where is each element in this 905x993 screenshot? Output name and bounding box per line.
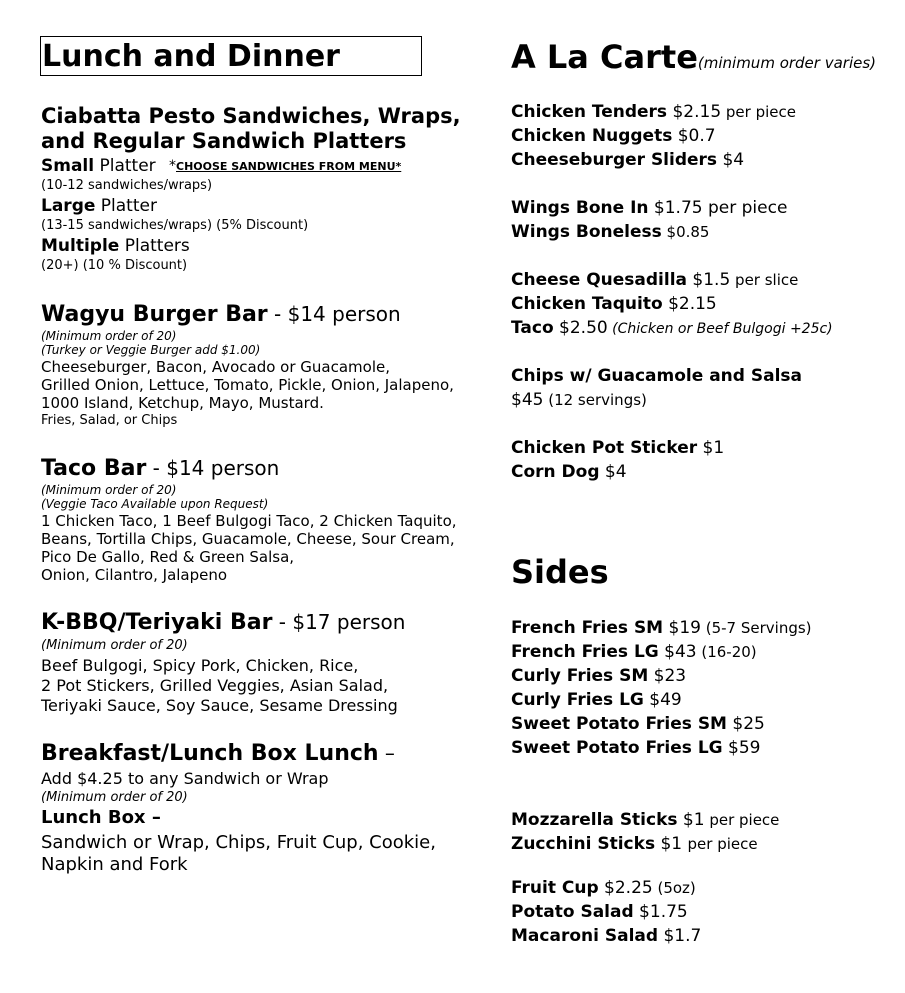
- item-wings-bone-in: [511, 196, 787, 220]
- taco-note-2: (Veggie Taco Available upon Request): [41, 497, 269, 511]
- box-line-3: Napkin and Fork: [41, 854, 188, 875]
- small-platter-line: [41, 156, 156, 176]
- ciabatta-heading-line1: Ciabatta Pesto Sandwiches, Wraps,: [41, 104, 461, 128]
- large-platter-desc: (13-15 sandwiches/wraps) (5% Discount): [41, 218, 309, 233]
- item-curly-fries-lg: [511, 688, 682, 712]
- small-platter-desc: (10-12 sandwiches/wraps): [41, 178, 213, 193]
- item-wings-boneless: [511, 220, 709, 244]
- large-platter-line: [41, 196, 157, 216]
- mozzarella-sticks-price: $1: [677, 810, 705, 830]
- chicken-nuggets-name: Chicken Nuggets: [511, 126, 673, 146]
- sweet-potato-fries-sm-price: $25: [726, 714, 765, 734]
- multiple-platter-line: [41, 236, 190, 256]
- wings-boneless-name: Wings Boneless: [511, 222, 662, 242]
- curly-fries-sm-price: $23: [648, 666, 687, 686]
- box-line-2: Sandwich or Wrap, Chips, Fruit Cup, Cookie,: [41, 832, 436, 853]
- kbbq-price: - $17 person: [272, 610, 406, 634]
- wagyu-note-1: (Minimum order of 20): [41, 329, 177, 343]
- item-sweet-potato-fries-sm: [511, 712, 765, 736]
- potato-salad-price: $1.75: [633, 902, 688, 922]
- french-fries-lg-note: (16-20): [696, 643, 757, 661]
- multiple-label: Multiple: [41, 236, 120, 256]
- sweet-potato-fries-lg-name: Sweet Potato Fries LG: [511, 738, 723, 758]
- french-fries-sm-price: $19: [663, 618, 701, 638]
- item-french-fries-lg: [511, 640, 757, 664]
- a-la-carte-title: A La Carte: [511, 38, 698, 76]
- item-taco: [511, 316, 833, 341]
- item-cheeseburger-sliders: [511, 148, 744, 172]
- chips-guacamole-price-line: [511, 388, 647, 412]
- wings-bone-in-price: $1.75 per piece: [648, 198, 788, 218]
- item-chicken-pot-sticker: [511, 436, 724, 460]
- multiple-platter-desc: (20+) (10 % Discount): [41, 258, 188, 273]
- fruit-cup-name: Fruit Cup: [511, 878, 599, 898]
- potato-salad-name: Potato Salad: [511, 902, 634, 922]
- french-fries-sm-note: (5-7 Servings): [700, 619, 812, 637]
- item-chicken-taquito: [511, 292, 717, 316]
- item-zucchini-sticks: [511, 832, 758, 856]
- curly-fries-sm-name: Curly Fries SM: [511, 666, 649, 686]
- kbbq-heading: [41, 610, 405, 635]
- french-fries-sm-name: French Fries SM: [511, 618, 664, 638]
- taco-name: Taco: [511, 318, 554, 338]
- item-potato-salad: [511, 900, 688, 924]
- choose-note-text: CHOOSE SANDWICHES FROM MENU*: [176, 160, 402, 173]
- kbbq-line-1: Beef Bulgogi, Spicy Pork, Chicken, Rice,: [41, 656, 359, 675]
- item-chicken-tenders: [511, 100, 796, 124]
- mozzarella-sticks-unit: per piece: [704, 811, 780, 829]
- kbbq-name: K-BBQ/Teriyaki Bar: [41, 610, 273, 635]
- item-mozzarella-sticks: [511, 808, 779, 832]
- corn-dog-price: $4: [599, 462, 627, 482]
- lunch-box-label: Lunch Box –: [41, 807, 161, 828]
- kbbq-line-2: 2 Pot Stickers, Grilled Veggies, Asian Salad,: [41, 676, 389, 695]
- large-platter-text: Platter: [95, 196, 157, 216]
- zucchini-sticks-name: Zucchini Sticks: [511, 834, 656, 854]
- kbbq-note-1: (Minimum order of 20): [41, 638, 188, 653]
- sides-title: Sides: [511, 553, 609, 591]
- box-lunch-name: Breakfast/Lunch Box Lunch: [41, 741, 379, 766]
- cheeseburger-sliders-name: Cheeseburger Sliders: [511, 150, 718, 170]
- taco-bar-name: Taco Bar: [41, 456, 147, 481]
- zucchini-sticks-unit: per piece: [687, 835, 758, 853]
- curly-fries-lg-name: Curly Fries LG: [511, 690, 644, 710]
- chicken-nuggets-price: $0.7: [672, 126, 716, 146]
- wagyu-price: - $14 person: [267, 302, 401, 326]
- wings-bone-in-name: Wings Bone In: [511, 198, 649, 218]
- zucchini-sticks-price: $1: [655, 834, 688, 854]
- sweet-potato-fries-sm-name: Sweet Potato Fries SM: [511, 714, 727, 734]
- small-label: Small: [41, 156, 95, 176]
- kbbq-line-3: Teriyaki Sauce, Soy Sauce, Sesame Dressing: [41, 696, 398, 715]
- macaroni-salad-price: $1.7: [658, 926, 702, 946]
- french-fries-lg-name: French Fries LG: [511, 642, 659, 662]
- cheeseburger-sliders-price: $4: [717, 150, 745, 170]
- fruit-cup-price: $2.25: [598, 878, 653, 898]
- item-french-fries-sm: [511, 616, 812, 640]
- chicken-taquito-name: Chicken Taquito: [511, 294, 663, 314]
- box-line-1: Add $4.25 to any Sandwich or Wrap: [41, 769, 329, 788]
- taco-note: (Chicken or Beef Bulgogi +25c): [607, 321, 833, 337]
- large-label: Large: [41, 196, 96, 216]
- chips-guacamole-note: (12 servings): [543, 391, 647, 409]
- multiple-platter-text: Platters: [119, 236, 190, 256]
- macaroni-salad-name: Macaroni Salad: [511, 926, 659, 946]
- wagyu-line-4: Fries, Salad, or Chips: [41, 413, 178, 428]
- wagyu-note-2: (Turkey or Veggie Burger add $1.00): [41, 343, 261, 357]
- item-curly-fries-sm: [511, 664, 686, 688]
- item-fruit-cup: [511, 876, 696, 900]
- taco-line-3: Pico De Gallo, Red & Green Salsa,: [41, 548, 295, 566]
- sweet-potato-fries-lg-price: $59: [722, 738, 761, 758]
- section-title: Lunch and Dinner: [42, 39, 340, 74]
- taco-price: $2.50: [553, 318, 608, 338]
- cheese-quesadilla-unit: per slice: [730, 271, 799, 289]
- chips-guacamole-price: $45: [511, 390, 544, 410]
- item-sweet-potato-fries-lg: [511, 736, 760, 760]
- taco-note-1: (Minimum order of 20): [41, 483, 177, 497]
- box-note-1: (Minimum order of 20): [41, 790, 188, 805]
- choose-note: [169, 158, 401, 174]
- chicken-tenders-price: $2.15: [667, 102, 722, 122]
- curly-fries-lg-price: $49: [643, 690, 682, 710]
- cheese-quesadilla-price: $1.5: [687, 270, 731, 290]
- box-lunch-heading: [41, 741, 395, 766]
- french-fries-lg-price: $43: [658, 642, 697, 662]
- pot-sticker-price: $1: [697, 438, 725, 458]
- item-corn-dog: [511, 460, 627, 484]
- item-macaroni-salad: [511, 924, 701, 948]
- fruit-cup-note: (5oz): [652, 879, 696, 897]
- cheese-quesadilla-name: Cheese Quesadilla: [511, 270, 688, 290]
- wagyu-line-3: 1000 Island, Ketchup, Mayo, Mustard.: [41, 394, 324, 412]
- ciabatta-heading-line2: and Regular Sandwich Platters: [41, 129, 407, 153]
- chicken-tenders-name: Chicken Tenders: [511, 102, 668, 122]
- item-chicken-nuggets: [511, 124, 716, 148]
- wagyu-line-2: Grilled Onion, Lettuce, Tomato, Pickle, Onion, Jalapeno,: [41, 376, 454, 394]
- wings-boneless-price: $0.85: [661, 223, 710, 241]
- wagyu-name: Wagyu Burger Bar: [41, 302, 268, 327]
- corn-dog-name: Corn Dog: [511, 462, 600, 482]
- item-chips-guacamole: [511, 364, 802, 388]
- mozzarella-sticks-name: Mozzarella Sticks: [511, 810, 678, 830]
- taco-line-1: 1 Chicken Taco, 1 Beef Bulgogi Taco, 2 Chicken Taquito,: [41, 512, 457, 530]
- taco-line-4: Onion, Cilantro, Jalapeno: [41, 566, 228, 584]
- taco-bar-price: - $14 person: [146, 456, 280, 480]
- section-title-box: [40, 36, 422, 76]
- taco-line-2: Beans, Tortilla Chips, Guacamole, Cheese, Sour Cream,: [41, 530, 455, 548]
- box-lunch-dash: –: [378, 741, 395, 765]
- chicken-taquito-price: $2.15: [662, 294, 717, 314]
- chips-guacamole-name: Chips w/ Guacamole and Salsa: [511, 366, 802, 386]
- taco-bar-heading: [41, 456, 279, 481]
- small-platter-text: Platter: [94, 156, 156, 176]
- choose-star: *: [169, 158, 176, 174]
- wagyu-line-1: Cheeseburger, Bacon, Avocado or Guacamole,: [41, 358, 390, 376]
- a-la-carte-note: (minimum order varies): [697, 54, 877, 72]
- wagyu-heading: [41, 302, 401, 327]
- pot-sticker-name: Chicken Pot Sticker: [511, 438, 698, 458]
- item-cheese-quesadilla: [511, 268, 798, 292]
- chicken-tenders-unit: per piece: [721, 103, 796, 121]
- a-la-carte-heading: [511, 38, 876, 76]
